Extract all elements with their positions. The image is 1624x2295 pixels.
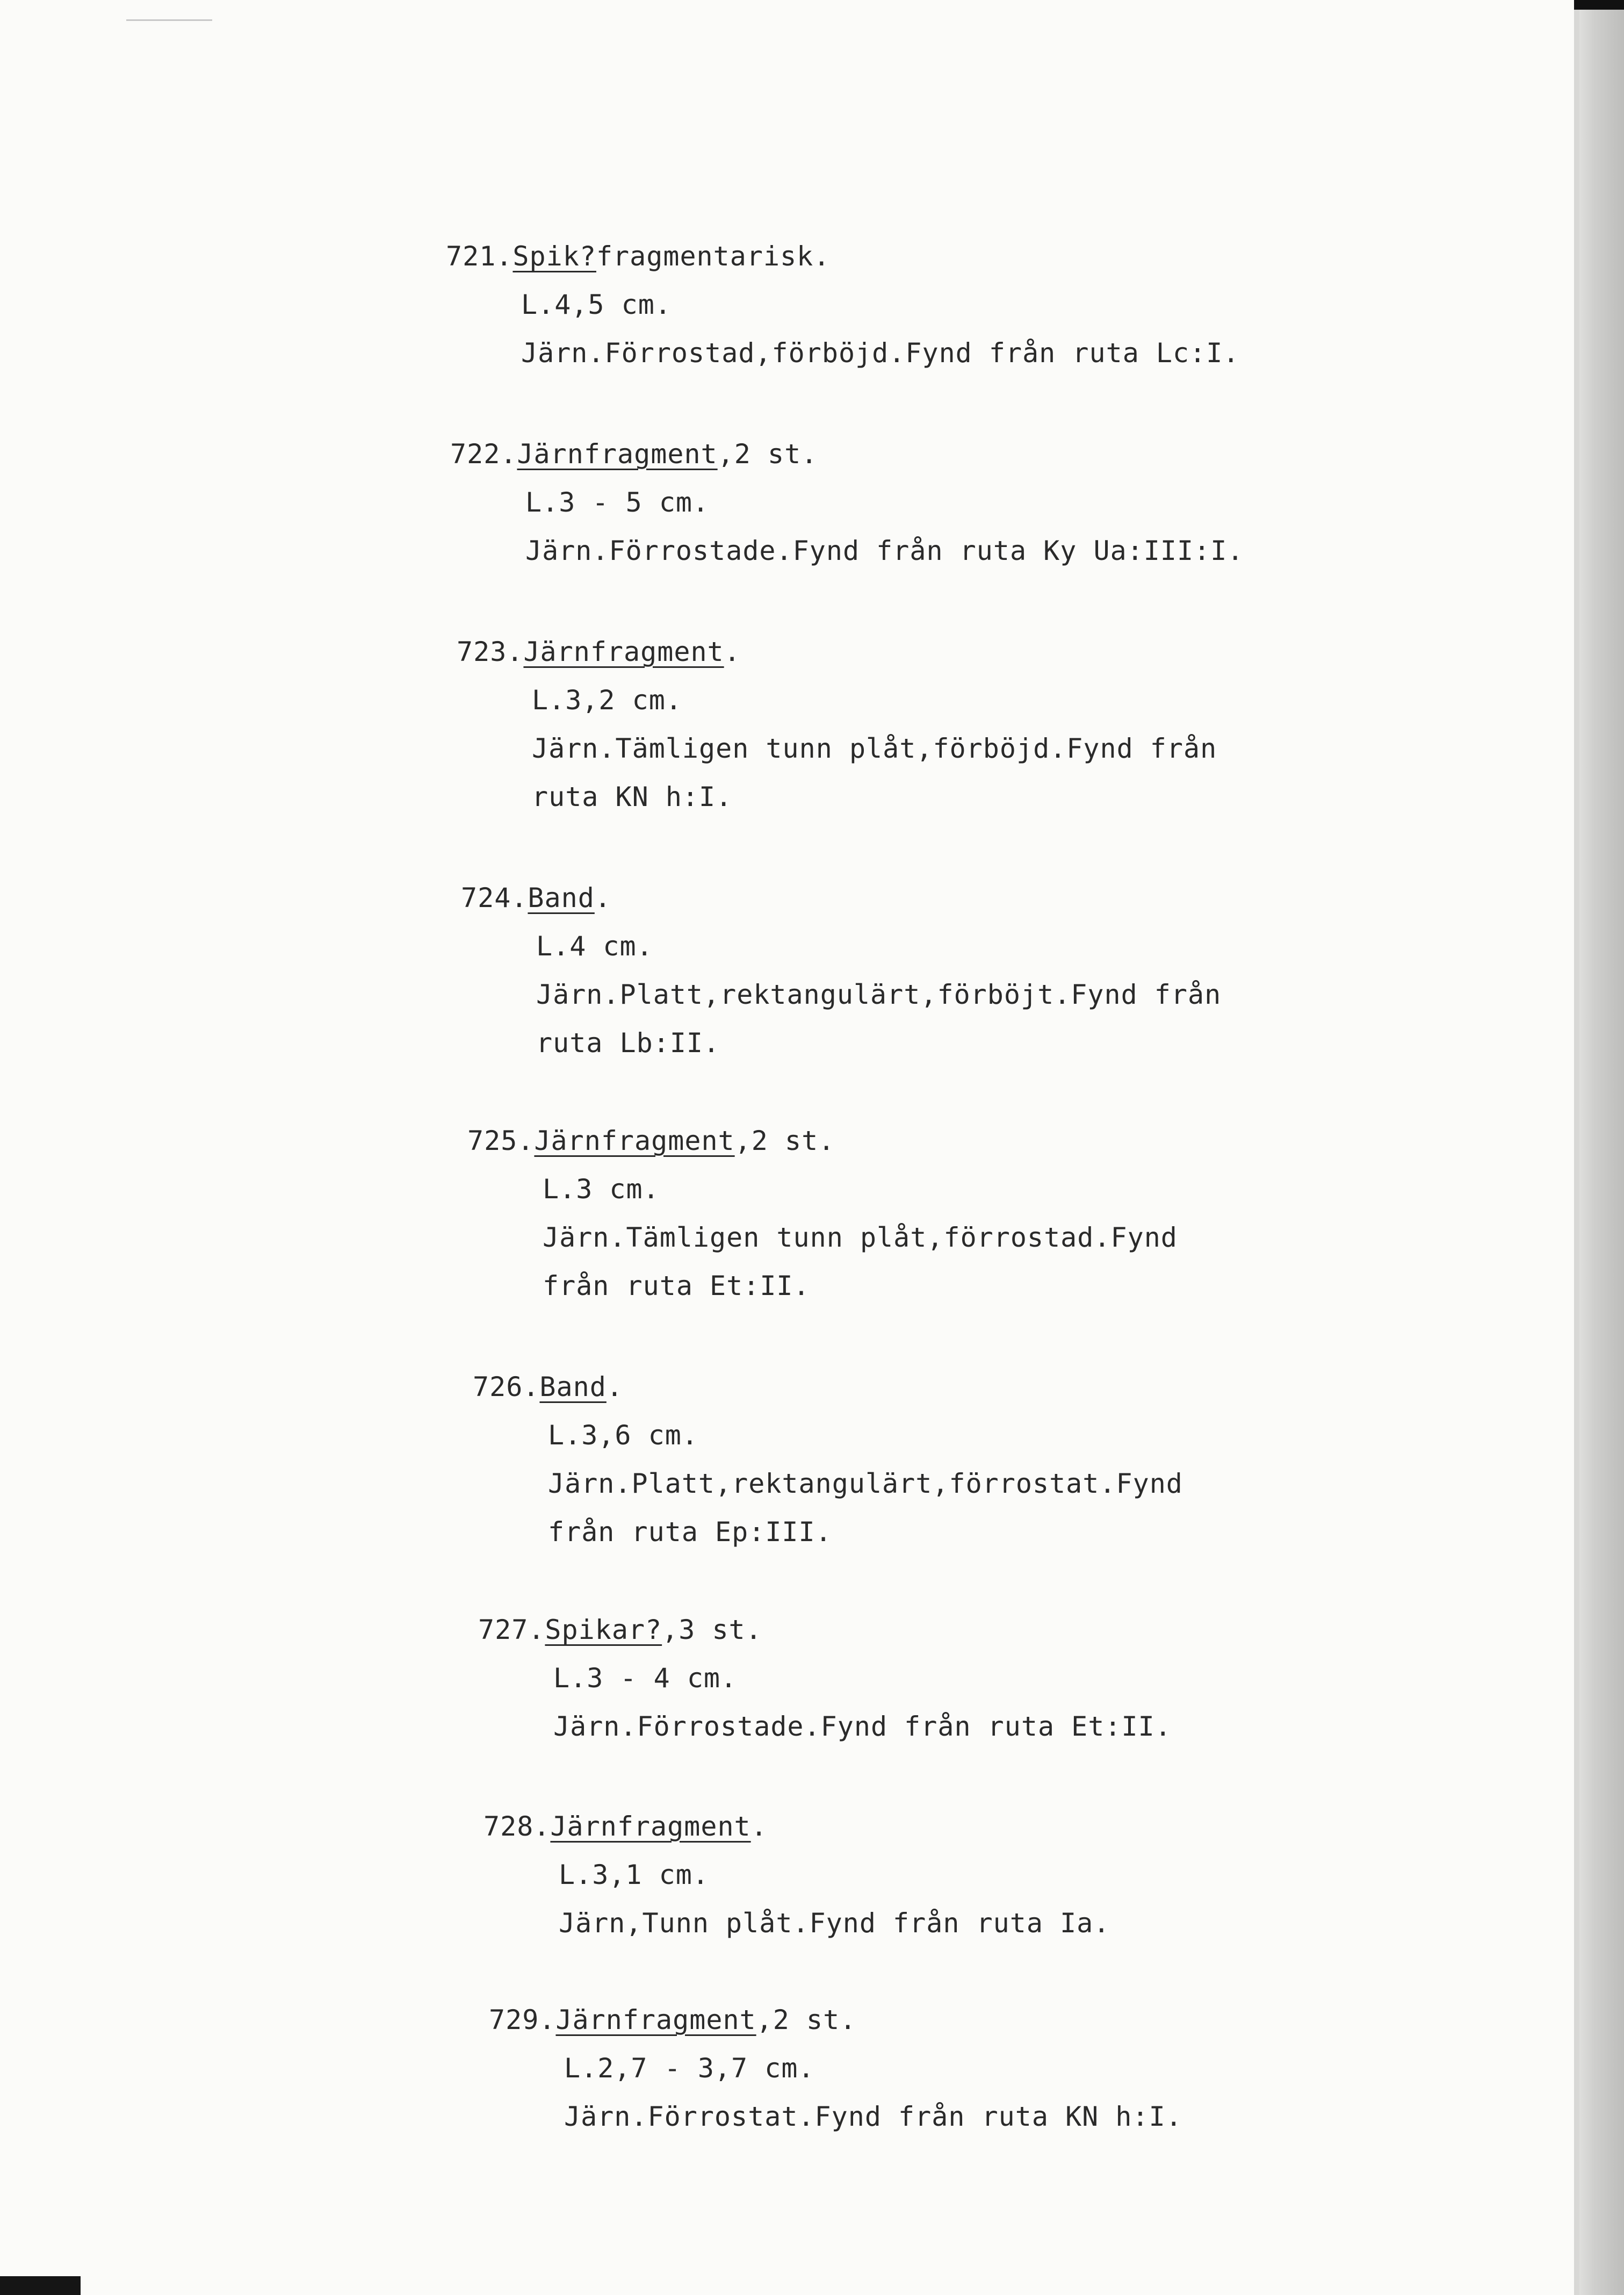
entry-title-rest: fragmentarisk. (596, 241, 831, 272)
entry-number: 726. (473, 1371, 540, 1402)
entry-title-rest: . (724, 636, 741, 667)
entry-description: Järn.Förrostat.Fynd från ruta KN h:I. (564, 2101, 1182, 2132)
entry-number: 725. (467, 1125, 535, 1156)
entry-location: ruta KN h:I. (532, 781, 733, 812)
scan-corner-dark (1574, 0, 1624, 10)
entry-description: Järn.Tämligen tunn plåt,förrostad.Fynd (543, 1222, 1178, 1253)
entry-title: Järnfragment (523, 636, 724, 667)
entry-title: Järnfragment (550, 1811, 751, 1842)
entry-length: L.3 - 5 cm. (525, 487, 710, 518)
page-edge-shadow (1574, 0, 1624, 2295)
entry-title: Järnfragment (517, 438, 718, 470)
entry-length: L.3,6 cm. (548, 1420, 698, 1451)
catalog-entry-726 (473, 1363, 1183, 1556)
entry-title: Järnfragment (534, 1125, 735, 1156)
scan-corner-dark-bottom (0, 2276, 81, 2295)
entry-title-rest: . (594, 882, 611, 913)
catalog-entry-728 (483, 1802, 1110, 1947)
entry-length: L.3 - 4 cm. (553, 1663, 738, 1694)
entry-location: ruta Lb:II. (536, 1027, 720, 1059)
entry-title: Spik? (513, 241, 596, 272)
entry-number: 721. (446, 241, 513, 272)
catalog-entry-721 (446, 232, 1239, 377)
entry-description: Järn,Tunn plåt.Fynd från ruta Ia. (559, 1908, 1110, 1939)
scan-mark (126, 19, 212, 21)
entry-title-rest: ,2 st. (734, 1125, 835, 1156)
entry-description: Järn.Förrostad,förböjd.Fynd från ruta Lc:I. (521, 337, 1240, 369)
entry-title: Spikar? (545, 1614, 662, 1645)
entry-number: 728. (483, 1811, 551, 1842)
entry-title-rest: . (750, 1811, 768, 1842)
entry-title-rest: . (606, 1371, 623, 1402)
entry-description: Järn.Platt,rektangulärt,förböjt.Fynd från (536, 979, 1222, 1010)
entry-length: L.3 cm. (543, 1174, 660, 1205)
entry-location: från ruta Ep:III. (548, 1516, 832, 1548)
entry-length: L.3,2 cm. (532, 685, 682, 716)
catalog-entry-722 (450, 430, 1244, 575)
entry-title-rest: ,2 st. (717, 438, 818, 470)
entry-description: Järn.Tämligen tunn plåt,förböjd.Fynd från (532, 733, 1217, 764)
entry-title: Järnfragment (555, 2004, 756, 2035)
entry-number: 727. (478, 1614, 545, 1645)
entry-description: Järn.Platt,rektangulärt,förrostat.Fynd (548, 1468, 1183, 1499)
catalog-entry-729 (489, 1996, 1182, 2141)
catalog-entry-723 (457, 628, 1217, 821)
entry-number: 724. (461, 882, 528, 913)
entry-length: L.4,5 cm. (521, 289, 672, 320)
entry-length: L.3,1 cm. (559, 1859, 709, 1890)
entry-length: L.4 cm. (536, 931, 653, 962)
entry-title-rest: ,2 st. (756, 2004, 857, 2035)
catalog-entry-724 (461, 874, 1221, 1067)
entry-location: från ruta Et:II. (543, 1270, 810, 1301)
entry-number: 723. (457, 636, 524, 667)
entry-title-rest: ,3 st. (662, 1614, 762, 1645)
entry-title: Band (528, 882, 595, 913)
entry-description: Järn.Förrostade.Fynd från ruta Ky Ua:III:I. (525, 535, 1244, 566)
entry-number: 729. (489, 2004, 556, 2035)
entry-title: Band (539, 1371, 607, 1402)
catalog-entry-725 (467, 1117, 1178, 1310)
catalog-entry-727 (478, 1606, 1172, 1751)
entry-length: L.2,7 - 3,7 cm. (564, 2053, 815, 2084)
entry-number: 722. (450, 438, 517, 470)
entry-description: Järn.Förrostade.Fynd från ruta Et:II. (553, 1711, 1172, 1742)
